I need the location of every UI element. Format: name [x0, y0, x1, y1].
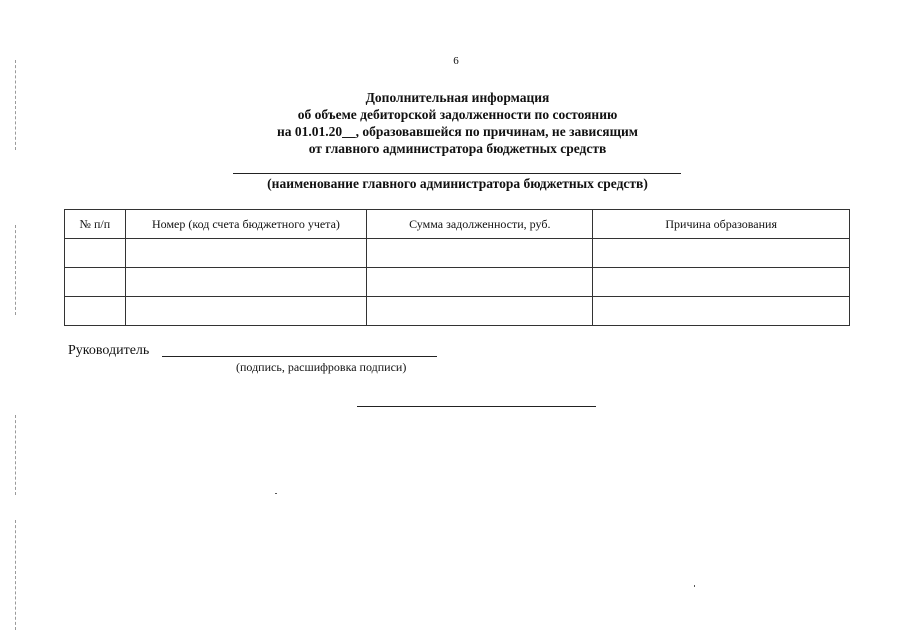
title-line: от главного администратора бюджетных средств	[308, 141, 607, 156]
debt-table	[64, 209, 850, 326]
scan-speck	[275, 493, 277, 494]
table-cell	[125, 239, 366, 268]
table-cell	[367, 239, 593, 268]
scan-margin-marks	[15, 415, 17, 495]
table-cell	[367, 268, 593, 297]
table-cell	[593, 297, 850, 326]
header-account-code: Номер (код счета бюджетного учета)	[125, 210, 366, 239]
header-debt-amount: Сумма задолженности, руб.	[367, 210, 593, 239]
table-row	[65, 297, 850, 326]
document-title	[0, 89, 905, 157]
scan-margin-marks	[15, 225, 17, 315]
header-number: № п/п	[65, 210, 126, 239]
title-line: об объеме дебиторской задолженности по состоянию	[297, 107, 618, 122]
table-cell	[65, 297, 126, 326]
table-cell	[367, 297, 593, 326]
table-row	[65, 239, 850, 268]
header-reason: Причина образования	[593, 210, 850, 239]
scan-margin-marks	[15, 520, 17, 630]
scan-speck	[694, 585, 695, 587]
signature-fill-line	[162, 356, 437, 357]
signature-caption: (подпись, расшифровка подписи)	[236, 360, 407, 374]
table-cell	[125, 297, 366, 326]
title-line: Дополнительная информация	[365, 90, 550, 105]
table-header-row	[65, 210, 850, 239]
table-cell	[593, 268, 850, 297]
signature-label: Руководитель	[68, 343, 150, 358]
table-cell	[65, 268, 126, 297]
admin-name-caption: (наименование главного администратора бюджетных средств)	[267, 176, 648, 191]
page-number: 6	[453, 55, 459, 67]
table-cell	[65, 239, 126, 268]
table-row	[65, 268, 850, 297]
table-cell	[125, 268, 366, 297]
admin-name-fill-line	[233, 173, 681, 174]
table-cell	[593, 239, 850, 268]
bottom-separator-line	[357, 406, 596, 407]
title-line: на 01.01.20__, образовавшейся по причинам, не зависящим	[277, 124, 638, 139]
